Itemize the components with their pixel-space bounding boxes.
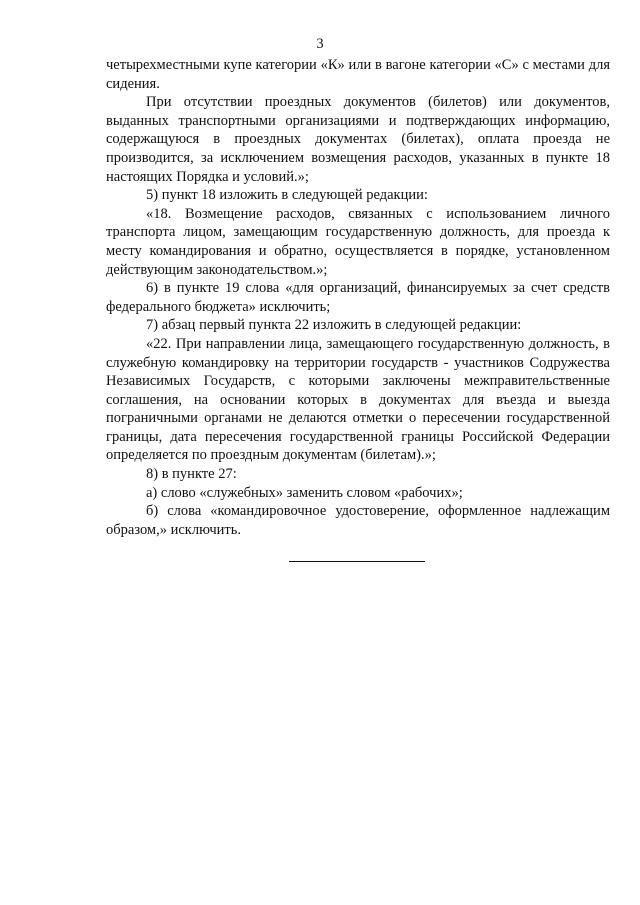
paragraph-item-8b: б) слова «командировочное удостоверение, оформленное надлежащим образом,» исключить. <box>106 503 610 538</box>
paragraph-point-18: «18. Возмещение расходов, связанных с использованием личного транспорта лицом, замещающим государственную должность, для проезда к месту командирования и обратно, осуществляется в порядке, установленном действующим законодательством.»; <box>106 205 610 278</box>
paragraph-item-6: 6) в пункте 19 слова «для организаций, финансируемых за счет средств федерального бюджета» исключить; <box>106 280 610 315</box>
paragraph-item-5: 5) пункт 18 изложить в следующей редакции: <box>146 187 428 204</box>
paragraph-continuation: четырехместными купе категории «К» или в вагоне категории «С» с местами для сидения. <box>106 57 610 92</box>
document-body <box>106 56 610 539</box>
paragraph-point-22: «22. При направлении лица, замещающего государственную должность, в служебную командировку на территории государств - участников Содружества Независимых Государств, с которыми заключены межправительственные соглашения, на основании которых в документах для въезда и выезда пограничными органами не делаются отметки о пересечении государственной границы, дата пересечения государственной границы Российской Федерации определяется по проездным документам (билетам).»; <box>106 335 610 464</box>
page-number: 3 <box>316 36 324 52</box>
closing-rule <box>289 561 425 562</box>
paragraph-item-7: 7) абзац первый пункта 22 изложить в следующей редакции: <box>146 317 522 334</box>
paragraph-item-8a: а) слово «служебных» заменить словом «рабочих»; <box>146 484 463 501</box>
paragraph-item-8: 8) в пункте 27: <box>146 466 237 483</box>
paragraph-no-documents: При отсутствии проездных документов (билетов) или документов, выданных транспортными организациями и подтверждающих информацию, содержащуюся в проездных документах (билетах), оплата проезда не производится, за исключением возмещения расходов, указанных в пункте 18 настоящих Порядка и условий.»; <box>106 94 610 185</box>
